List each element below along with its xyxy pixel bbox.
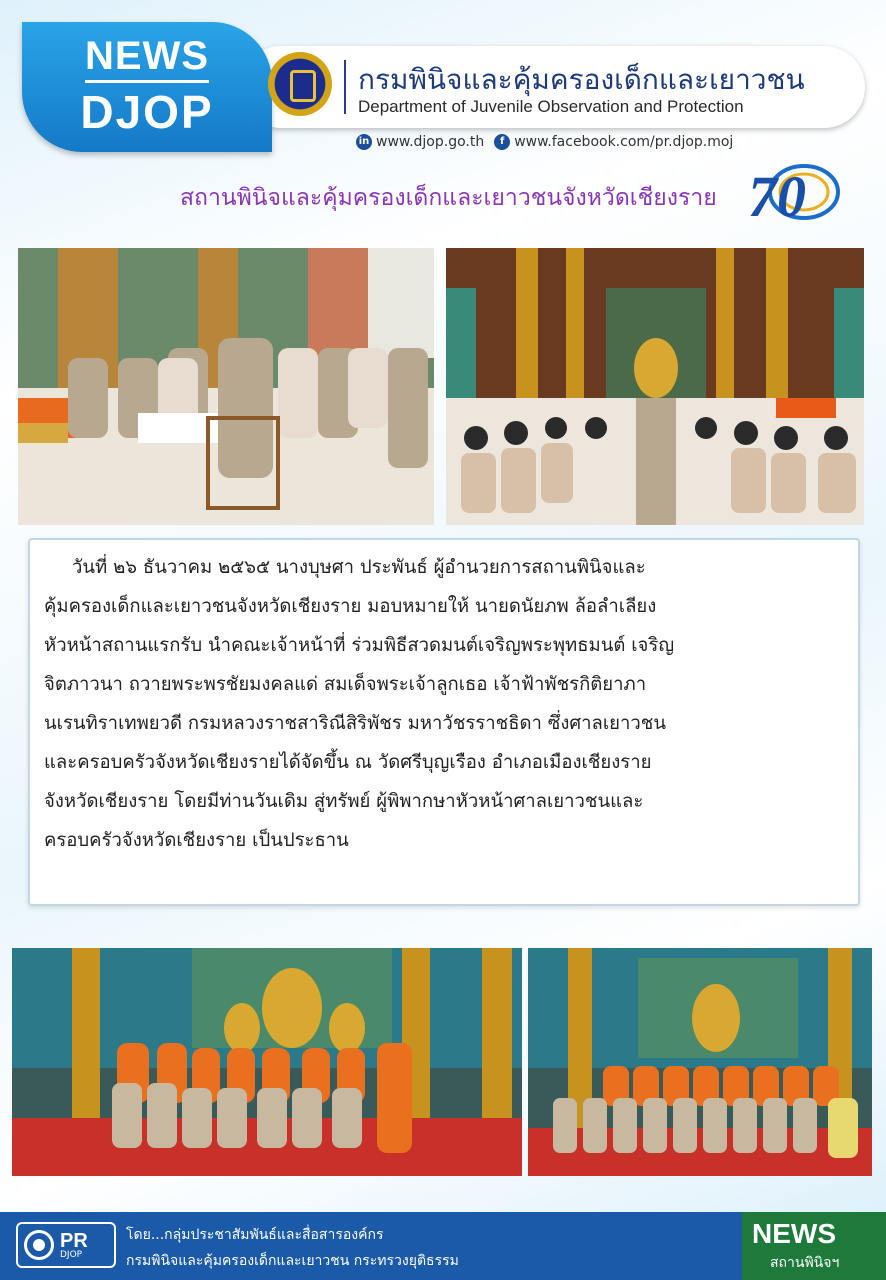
- social-links: [356, 134, 733, 150]
- news-body-text: [28, 538, 860, 906]
- body-line: จิตภาวนา ถวายพระพรชัยมงคลแด่ สมเด็จพระเจ้าลูกเธอ เจ้าฟ้าพัชรกิติยาภา: [44, 674, 647, 695]
- pr-djop-logo: [16, 1222, 116, 1268]
- footer-news-label: NEWS: [752, 1218, 836, 1249]
- credit-line-2: กรมพินิจและคุ้มครองเด็กและเยาวชน กระทรวงยุติธรรม: [126, 1253, 459, 1269]
- photo-officials-seated: [18, 248, 434, 525]
- body-line: วันที่ ๒๖ ธันวาคม ๒๕๖๕ นางบุษศา ประพันธ์ ผู้อำนวยการสถานพินิจและ: [72, 557, 646, 578]
- badge-djop-text: DJOP: [80, 86, 214, 139]
- body-line: คุ้มครองเด็กและเยาวชนจังหวัดเชียงราย มอบหมายให้ นายดนัยภพ ล้อลำเลียง: [44, 596, 657, 617]
- facebook-icon: f: [494, 134, 510, 150]
- department-emblem-icon: [268, 52, 332, 116]
- pr-label: PR: [60, 1229, 88, 1252]
- footer-news-sub: สถานพินิจฯ: [770, 1255, 840, 1271]
- department-name-english: Department of Juvenile Observation and Protection: [358, 97, 744, 116]
- news-djop-badge: [22, 22, 272, 152]
- pr-sub-label: DJOP: [60, 1249, 83, 1260]
- anniversary-70-logo: [740, 158, 844, 222]
- sub-title: สถานพินิจและคุ้มครองเด็กและเยาวชนจังหวัดเชียงราย: [180, 184, 717, 210]
- body-line: นเรนทิราเทพยวดี กรมหลวงราชสาริณีสิริพัชร มหาวัชรราชธิดา ซึ่งศาลเยาวชน: [44, 713, 666, 734]
- photo-group-monks-left: [12, 948, 522, 1176]
- camera-icon: [24, 1230, 54, 1260]
- body-line: และครอบครัวจังหวัดเชียงรายได้จัดขึ้น ณ วัดศรีบุญเรือง อำเภอเมืองเชียงราย: [44, 752, 652, 773]
- department-name-thai: กรมพินิจและคุ้มครองเด็กและเยาวชน: [358, 64, 805, 95]
- facebook-link[interactable]: f www.facebook.com/pr.djop.moj: [494, 134, 733, 150]
- body-line: ครอบครัวจังหวัดเชียงราย เป็นประธาน: [44, 830, 349, 851]
- body-line: จังหวัดเชียงราย โดยมีท่านวันเดิม สู่ทรัพย์ ผู้พิพากษาหัวหน้าศาลเยาวชนและ: [44, 791, 644, 812]
- body-line: หัวหน้าสถานแรกรับ นำคณะเจ้าหน้าที่ ร่วมพิธีสวดมนต์เจริญพระพุทธมนต์ เจริญ: [44, 635, 675, 656]
- svg-text:70: 70: [748, 164, 806, 222]
- title-divider: [344, 60, 346, 114]
- badge-news-text: NEWS: [85, 36, 209, 83]
- website-link[interactable]: in www.djop.go.th: [356, 134, 484, 150]
- photo-group-monks-right: [528, 948, 872, 1176]
- credit-line-1: โดย...กลุ่มประชาสัมพันธ์และสื่อสารองค์กร: [126, 1227, 384, 1243]
- photo-temple-interior: [446, 248, 864, 525]
- linkedin-icon: in: [356, 134, 372, 150]
